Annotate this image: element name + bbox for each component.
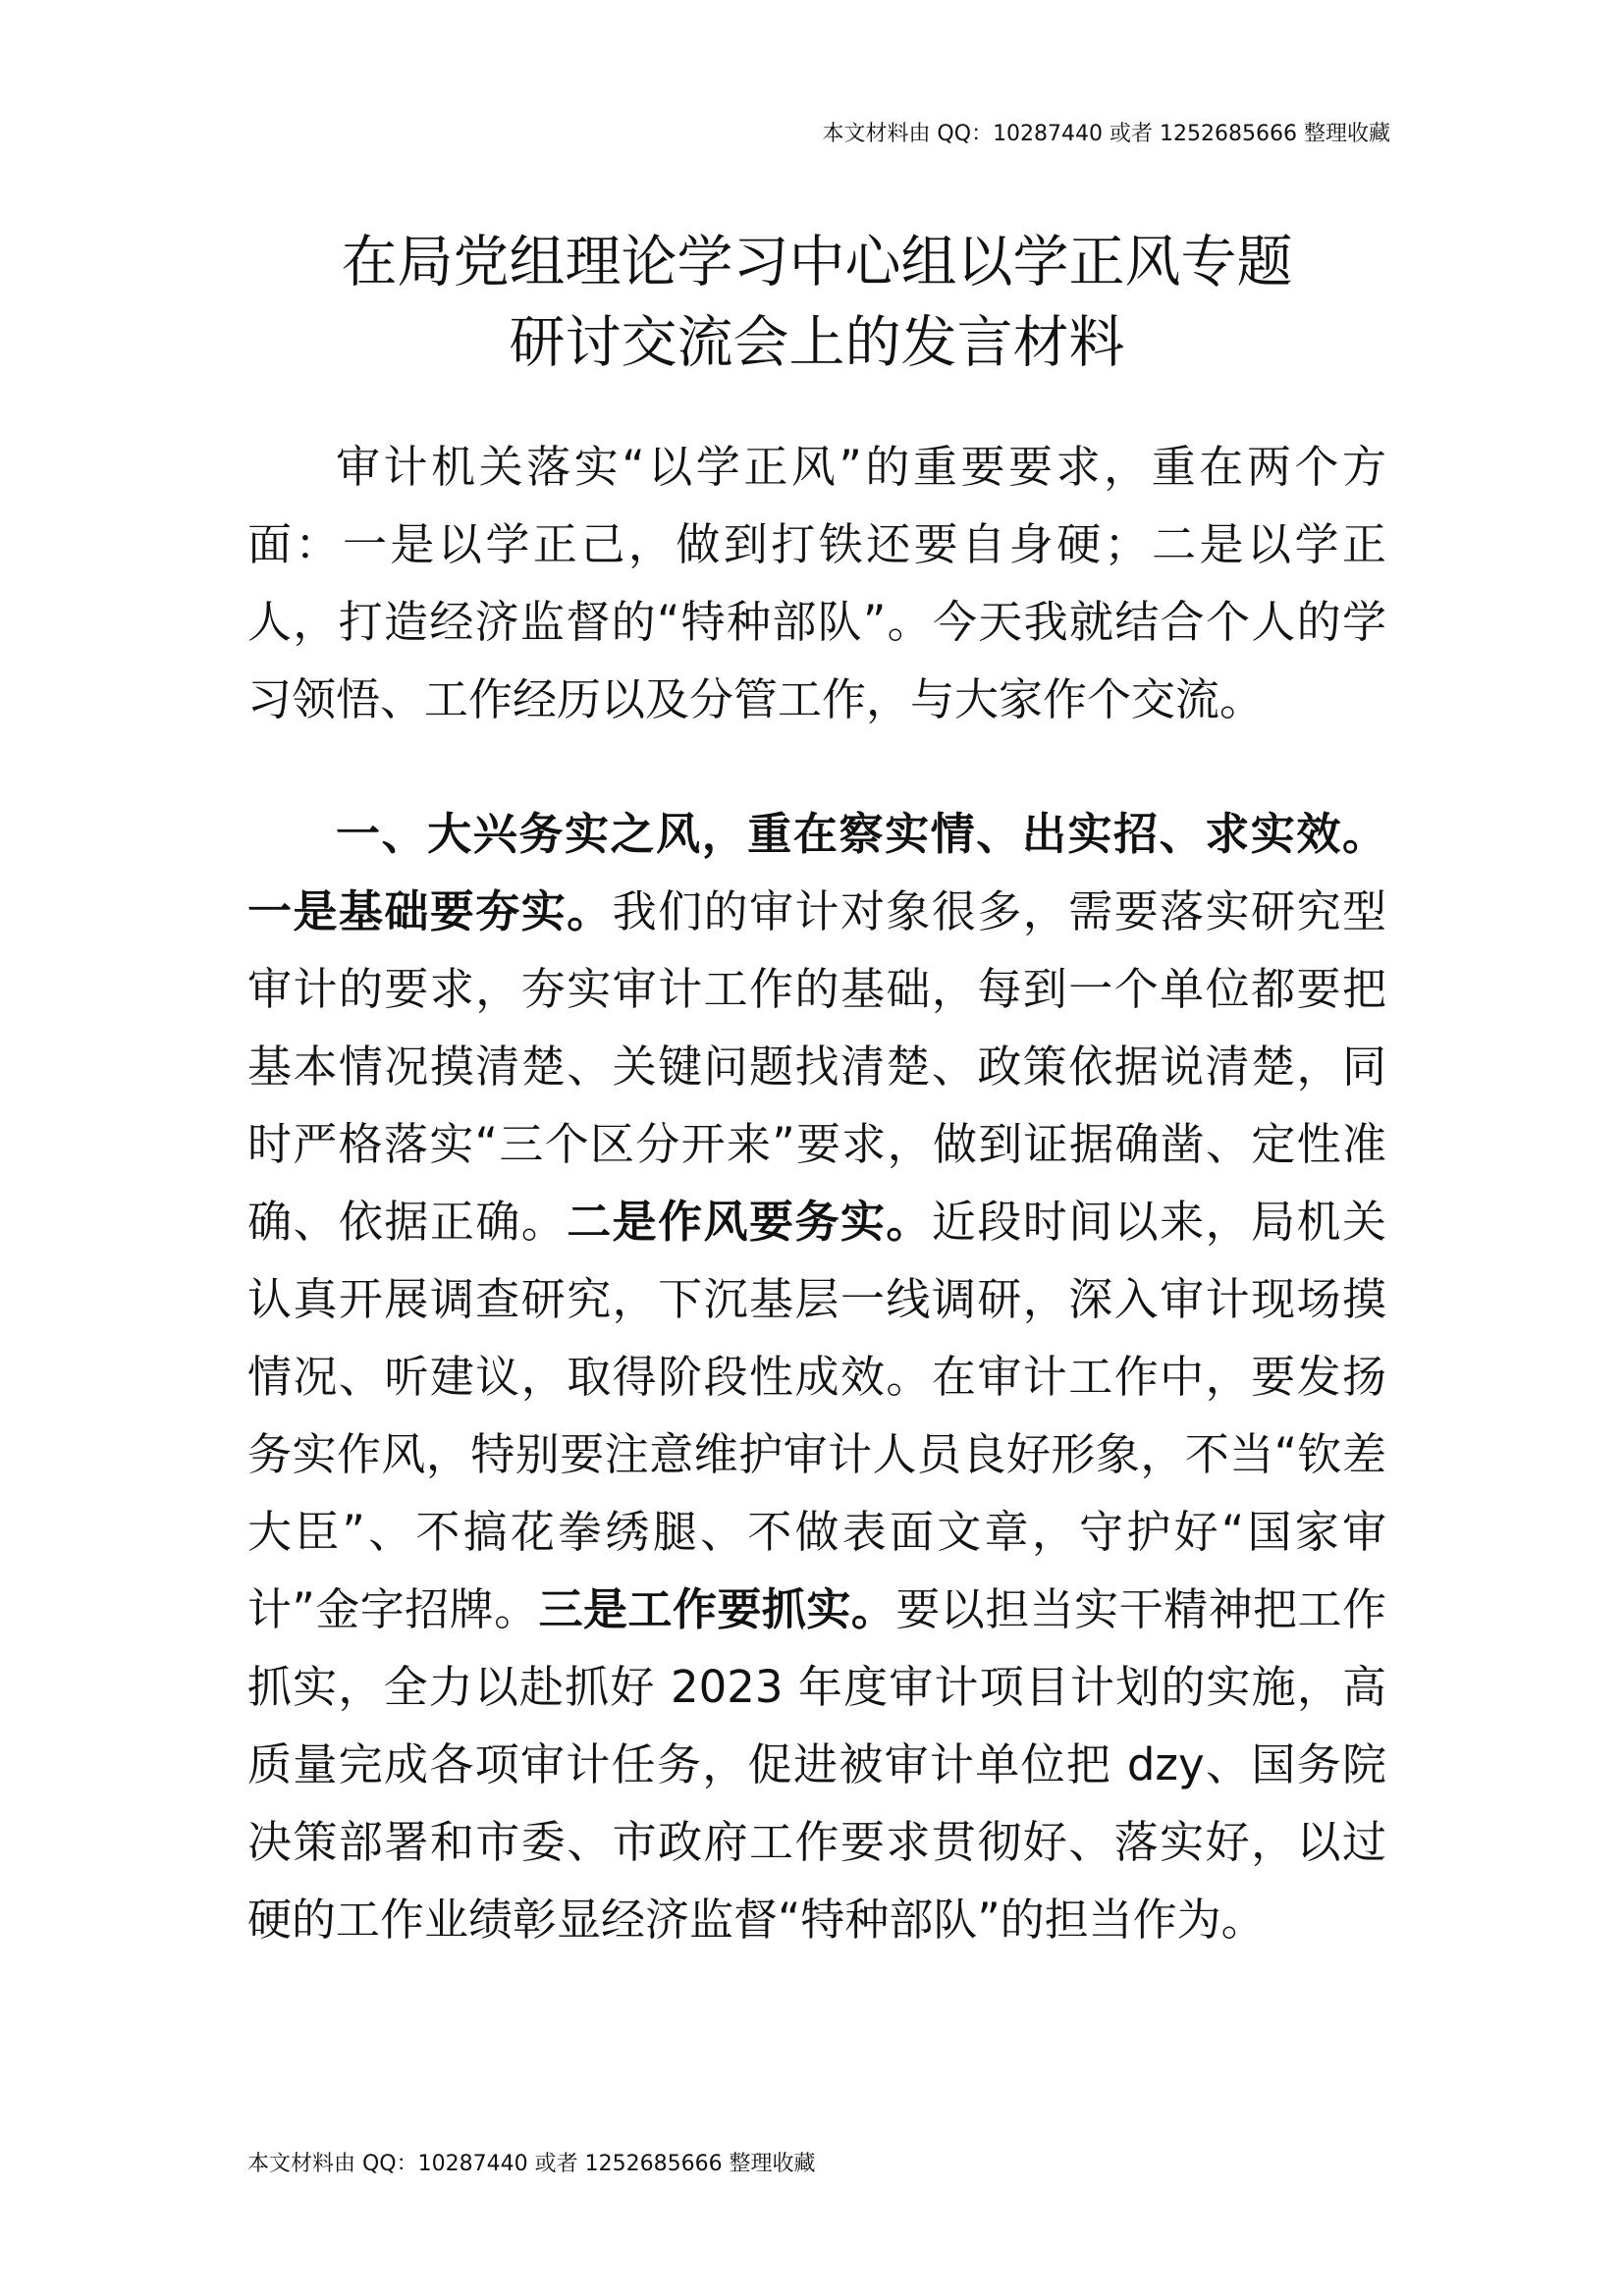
point-two-title: 二是作风要务实。 bbox=[567, 1196, 932, 1248]
point-two-text: 近段时间以来，局机关认真开展调查研究，下沉基层一线调研，深入审计现场摸情况、听建议，取得阶段性成效。在审计工作中，要发扬务实作风，特别要注意维护审计人员良好形象，不当“钦差大臣”、不搞花拳绣腿、不做表面文章，守护好“国家审计”金字招牌。 bbox=[247, 1196, 1386, 1635]
footer-note: 本文材料由 QQ：10287440 或者 1252685666 整理收藏 bbox=[247, 2152, 816, 2176]
document-title bbox=[247, 222, 1386, 383]
section-one-paragraph bbox=[247, 795, 1386, 1958]
point-three-title: 三是工作要抓实。 bbox=[538, 1583, 896, 1635]
title-line-1: 在局党组理论学习中心组以学正风专题 bbox=[341, 230, 1293, 294]
point-one-text: 我们的审计对象很多，需要落实研究型审计的要求，夯实审计工作的基础，每到一个单位都要把基本情况摸清楚、关键问题找清楚、政策依据说清楚，同时严格落实“三个区分开来”要求，做到证据确凿、定性准确、依据正确。 bbox=[247, 885, 1386, 1248]
intro-paragraph: 审计机关落实“以学正风”的重要要求，重在两个方面：一是以学正己，做到打铁还要自身硬；二是以学正人，打造经济监督的“特种部队”。今天我就结合个人的学习领悟、工作经历以及分管工作，与大家作个交流。 bbox=[247, 441, 1386, 725]
title-line-2: 研讨交流会上的发言材料 bbox=[509, 310, 1125, 375]
point-three-text: 要以担当实干精神把工作抓实，全力以赴抓好 2023 年度审计项目计划的实施，高质量完成各项审计任务，促进被审计单位把 dzy、国务院决策部署和市委、市政府工作要求贯彻好、落实好，以过硬的工作业绩彰显经济监督“特种部队”的担当作为。 bbox=[247, 1583, 1386, 1946]
section-one-heading: 一、大兴务实之风，重在察实情、出实招、求实效。 bbox=[336, 808, 1386, 860]
point-one-title: 一是基础要夯实。 bbox=[247, 885, 613, 937]
header-note: 本文材料由 QQ：10287440 或者 1252685666 整理收藏 bbox=[822, 122, 1390, 146]
